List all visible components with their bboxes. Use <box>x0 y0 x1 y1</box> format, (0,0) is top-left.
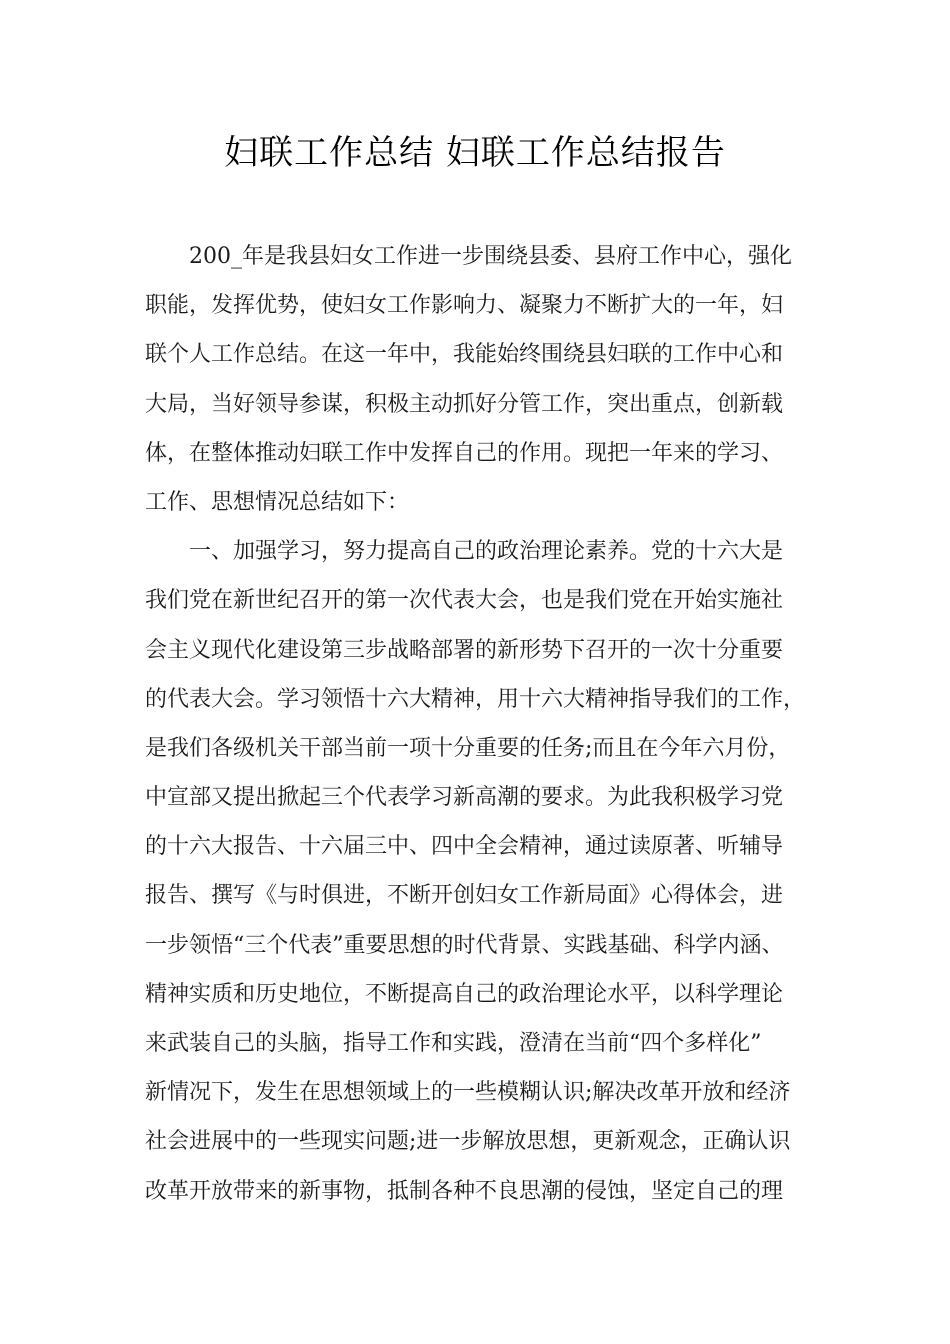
body-line: 大局，当好领导参谋，积极主动抓好分管工作，突出重点，创新载 <box>145 391 784 417</box>
body-line: 一、加强学习，努力提高自己的政治理论素养。党的十六大是 <box>189 539 784 565</box>
body-line: 新情况下，发生在思想领域上的一些模糊认识;解决改革开放和经济 <box>145 1080 791 1106</box>
body-line: 的代表大会。学习领悟十六大精神，用十六大精神指导我们的工作， <box>145 686 806 712</box>
body-line: 体，在整体推动妇联工作中发挥自己的作用。现把一年来的学习、 <box>145 440 784 466</box>
body-line: 工作、思想情况总结如下： <box>145 489 410 515</box>
body-line: 精神实质和历史地位，不断提高自己的政治理论水平，以科学理论 <box>145 981 784 1007</box>
body-line: 改革开放带来的新事物，抵制各种不良思潮的侵蚀，坚定自己的理 <box>145 1178 784 1204</box>
body-line: 200_年是我县妇女工作进一步围绕县委、县府工作中心，强化 <box>189 244 792 269</box>
body-line: 是我们各级机关干部当前一项十分重要的任务;而且在今年六月份， <box>145 735 791 761</box>
document-title: 妇联工作总结 妇联工作总结报告 <box>224 133 726 173</box>
document-body <box>145 232 817 1216</box>
body-line: 中宣部又提出掀起三个代表学习新高潮的要求。为此我积极学习党 <box>145 785 784 811</box>
body-line: 联个人工作总结。在这一年中，我能始终围绕县妇联的工作中心和 <box>145 342 784 368</box>
body-line: 的十六大报告、十六届三中、四中全会精神，通过读原著、听辅导 <box>145 834 784 860</box>
body-line: 职能，发挥优势，使妇女工作影响力、凝聚力不断扩大的一年，妇 <box>145 293 784 319</box>
body-line: 来武装自己的头脑，指导工作和实践，澄清在当前“四个多样化” <box>145 1031 762 1056</box>
body-line: 社会进展中的一些现实问题;进一步解放思想，更新观念，正确认识 <box>145 1129 791 1155</box>
body-line: 我们党在新世纪召开的第一次代表大会，也是我们党在开始实施社 <box>145 588 784 614</box>
body-line: 一步领悟“三个代表”重要思想的时代背景、实践基础、科学内涵、 <box>145 932 784 958</box>
body-line: 会主义现代化建设第三步战略部署的新形势下召开的一次十分重要 <box>145 637 784 663</box>
body-line: 报告、撰写《与时俱进，不断开创妇女工作新局面》心得体会，进 <box>145 883 784 909</box>
